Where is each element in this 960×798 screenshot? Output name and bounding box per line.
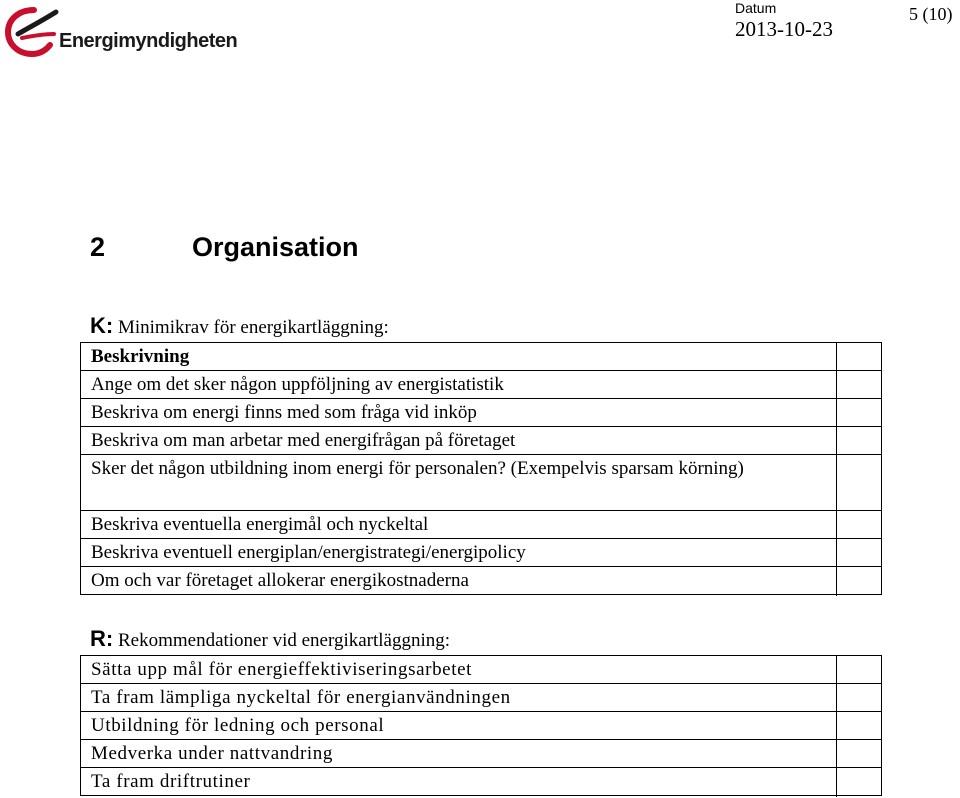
requirements-letter: K: (90, 313, 114, 338)
checkbox-cell[interactable] (836, 740, 881, 769)
requirements-caption-text: Minimikrav för energikartläggning: (117, 317, 389, 338)
recommendations-caption-text: Rekommendationer vid energikartläggning: (117, 630, 451, 651)
minimum-requirements-table (80, 342, 882, 595)
table-row (81, 539, 881, 567)
table-row (81, 567, 881, 595)
energimyndigheten-logo (4, 4, 244, 58)
checkbox-cell[interactable] (836, 768, 881, 797)
table-cell: Sätta upp mål för energieffektiviseringsarbetet (91, 659, 472, 680)
date-value: 2013-10-23 (735, 17, 833, 41)
checkbox-cell[interactable] (836, 455, 881, 512)
table-row (81, 684, 881, 712)
checkbox-cell[interactable] (836, 656, 881, 685)
section-title: Organisation (192, 232, 359, 262)
logo-wordmark: Energimyndigheten (59, 30, 238, 52)
minimum-requirements-caption (90, 313, 389, 339)
table-cell: Beskriva om man arbetar med energifrågan på företaget (91, 430, 516, 451)
table-row (81, 656, 881, 684)
table-row (81, 399, 881, 427)
table-row (81, 712, 881, 740)
date-label: Datum (735, 0, 777, 16)
table-row (81, 343, 881, 371)
page-number: 5 (10) (909, 4, 953, 24)
table-cell: Om och var företaget allokerar energikostnaderna (91, 570, 469, 591)
table-cell: Beskriva eventuell energiplan/energistrategi/energipolicy (91, 542, 526, 563)
checkbox-cell[interactable] (836, 399, 881, 428)
recommendations-letter: R: (90, 626, 114, 651)
table-header-cell: Beskrivning (91, 346, 190, 367)
table-cell: Medverka under nattvandring (91, 743, 334, 764)
table-row (81, 371, 881, 399)
checkbox-cell[interactable] (836, 539, 881, 568)
checkbox-cell[interactable] (836, 712, 881, 741)
table-cell: Sker det någon utbildning inom energi för personalen? (Exempelvis sparsam körning) (91, 458, 744, 479)
table-cell: Ange om det sker någon uppföljning av energistatistik (91, 374, 504, 395)
table-cell: Ta fram driftrutiner (91, 771, 251, 792)
checkbox-cell[interactable] (836, 343, 881, 372)
table-cell: Beskriva eventuella energimål och nyckeltal (91, 514, 429, 535)
checkbox-cell[interactable] (836, 511, 881, 540)
table-cell: Beskriva om energi finns med som fråga vid inköp (91, 402, 477, 423)
checkbox-cell[interactable] (836, 427, 881, 456)
checkbox-cell[interactable] (836, 371, 881, 400)
table-cell: Ta fram lämpliga nyckeltal för energianvändningen (91, 687, 511, 708)
section-heading (90, 232, 359, 263)
table-row (81, 455, 881, 511)
checkbox-cell[interactable] (836, 567, 881, 596)
table-row (81, 511, 881, 539)
table-cell: Utbildning för ledning och personal (91, 715, 385, 736)
checkbox-cell[interactable] (836, 684, 881, 713)
table-row (81, 427, 881, 455)
logo-swoosh-icon (4, 4, 64, 58)
recommendations-caption (90, 626, 450, 652)
table-row (81, 768, 881, 796)
recommendations-table (80, 655, 882, 796)
table-row (81, 740, 881, 768)
section-number: 2 (90, 232, 106, 262)
